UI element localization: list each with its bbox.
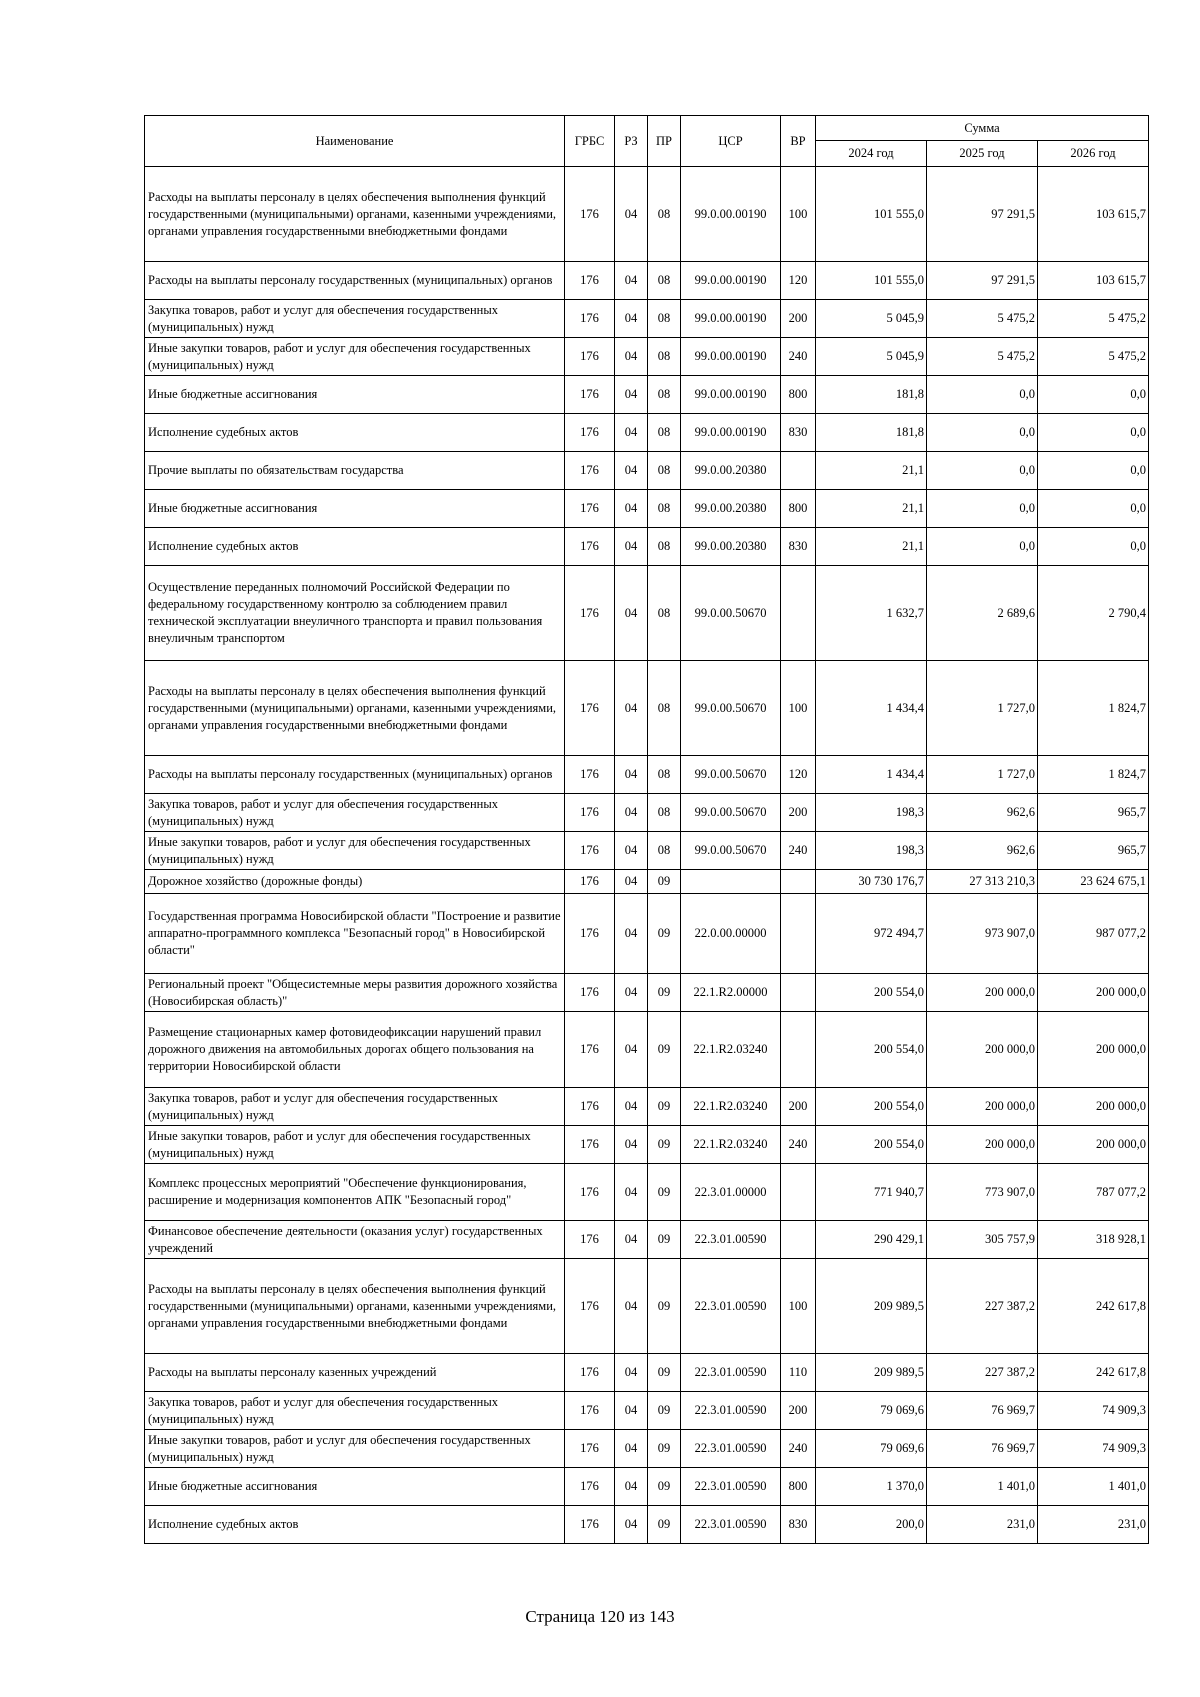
cell-csr: 22.3.01.00000 bbox=[681, 1164, 781, 1221]
cell-grbs: 176 bbox=[565, 794, 615, 832]
cell-name: Исполнение судебных актов bbox=[145, 528, 565, 566]
cell-sum-2026: 987 077,2 bbox=[1038, 894, 1149, 974]
cell-vr: 800 bbox=[781, 490, 816, 528]
cell-sum-2025: 773 907,0 bbox=[927, 1164, 1038, 1221]
cell-csr: 22.1.R2.03240 bbox=[681, 1126, 781, 1164]
table-row bbox=[145, 1468, 1149, 1506]
header-csr: ЦСР bbox=[681, 116, 781, 167]
cell-vr bbox=[781, 566, 816, 661]
cell-csr bbox=[681, 870, 781, 894]
cell-name: Государственная программа Новосибирской области "Построение и развитие аппаратно-программного комплекса "Безопасный город" в Новосибирской области" bbox=[145, 894, 565, 974]
header-year-2024: 2024 год bbox=[816, 141, 927, 167]
table-row bbox=[145, 490, 1149, 528]
cell-sum-2024: 198,3 bbox=[816, 832, 927, 870]
cell-pr: 09 bbox=[648, 974, 681, 1012]
header-grbs: ГРБС bbox=[565, 116, 615, 167]
cell-rz: 04 bbox=[615, 1088, 648, 1126]
cell-grbs: 176 bbox=[565, 1430, 615, 1468]
cell-name: Иные бюджетные ассигнования bbox=[145, 376, 565, 414]
header-pr: ПР bbox=[648, 116, 681, 167]
cell-rz: 04 bbox=[615, 376, 648, 414]
table-row bbox=[145, 1221, 1149, 1259]
table-row bbox=[145, 1012, 1149, 1088]
cell-csr: 22.1.R2.03240 bbox=[681, 1088, 781, 1126]
cell-sum-2026: 5 475,2 bbox=[1038, 300, 1149, 338]
cell-grbs: 176 bbox=[565, 1506, 615, 1544]
cell-sum-2026: 242 617,8 bbox=[1038, 1259, 1149, 1354]
cell-rz: 04 bbox=[615, 974, 648, 1012]
cell-pr: 08 bbox=[648, 832, 681, 870]
cell-sum-2025: 200 000,0 bbox=[927, 1012, 1038, 1088]
cell-csr: 99.0.00.20380 bbox=[681, 490, 781, 528]
table-row bbox=[145, 974, 1149, 1012]
cell-pr: 08 bbox=[648, 452, 681, 490]
table-row bbox=[145, 1506, 1149, 1544]
table-row bbox=[145, 1430, 1149, 1468]
table-row bbox=[145, 756, 1149, 794]
cell-rz: 04 bbox=[615, 566, 648, 661]
cell-name: Расходы на выплаты персоналу государственных (муниципальных) органов bbox=[145, 262, 565, 300]
table-row bbox=[145, 1392, 1149, 1430]
cell-pr: 08 bbox=[648, 414, 681, 452]
cell-sum-2025: 962,6 bbox=[927, 794, 1038, 832]
cell-grbs: 176 bbox=[565, 490, 615, 528]
cell-sum-2024: 5 045,9 bbox=[816, 338, 927, 376]
table-row bbox=[145, 894, 1149, 974]
cell-name: Иные закупки товаров, работ и услуг для обеспечения государственных (муниципальных) нужд bbox=[145, 338, 565, 376]
cell-rz: 04 bbox=[615, 794, 648, 832]
cell-rz: 04 bbox=[615, 452, 648, 490]
cell-pr: 08 bbox=[648, 490, 681, 528]
cell-rz: 04 bbox=[615, 1012, 648, 1088]
cell-sum-2024: 21,1 bbox=[816, 528, 927, 566]
cell-pr: 08 bbox=[648, 794, 681, 832]
cell-pr: 08 bbox=[648, 566, 681, 661]
cell-name: Расходы на выплаты персоналу казенных учреждений bbox=[145, 1354, 565, 1392]
cell-sum-2025: 5 475,2 bbox=[927, 300, 1038, 338]
cell-vr bbox=[781, 974, 816, 1012]
cell-vr: 200 bbox=[781, 794, 816, 832]
cell-sum-2026: 231,0 bbox=[1038, 1506, 1149, 1544]
table-row bbox=[145, 376, 1149, 414]
cell-vr: 830 bbox=[781, 1506, 816, 1544]
cell-grbs: 176 bbox=[565, 1392, 615, 1430]
cell-vr: 200 bbox=[781, 1088, 816, 1126]
cell-sum-2024: 79 069,6 bbox=[816, 1392, 927, 1430]
cell-sum-2024: 1 434,4 bbox=[816, 756, 927, 794]
cell-rz: 04 bbox=[615, 661, 648, 756]
cell-csr: 99.0.00.50670 bbox=[681, 756, 781, 794]
cell-csr: 99.0.00.50670 bbox=[681, 566, 781, 661]
cell-csr: 22.3.01.00590 bbox=[681, 1506, 781, 1544]
cell-sum-2026: 787 077,2 bbox=[1038, 1164, 1149, 1221]
cell-sum-2025: 76 969,7 bbox=[927, 1392, 1038, 1430]
table-row bbox=[145, 1354, 1149, 1392]
cell-sum-2024: 209 989,5 bbox=[816, 1259, 927, 1354]
table-row bbox=[145, 661, 1149, 756]
cell-sum-2026: 2 790,4 bbox=[1038, 566, 1149, 661]
cell-csr: 22.0.00.00000 bbox=[681, 894, 781, 974]
cell-csr: 99.0.00.00190 bbox=[681, 376, 781, 414]
cell-sum-2026: 0,0 bbox=[1038, 414, 1149, 452]
cell-name: Закупка товаров, работ и услуг для обеспечения государственных (муниципальных) нужд bbox=[145, 300, 565, 338]
cell-grbs: 176 bbox=[565, 661, 615, 756]
cell-grbs: 176 bbox=[565, 338, 615, 376]
table-row bbox=[145, 566, 1149, 661]
cell-vr: 120 bbox=[781, 262, 816, 300]
table-row bbox=[145, 338, 1149, 376]
cell-pr: 09 bbox=[648, 1259, 681, 1354]
table-row bbox=[145, 167, 1149, 262]
cell-csr: 22.3.01.00590 bbox=[681, 1354, 781, 1392]
cell-rz: 04 bbox=[615, 528, 648, 566]
cell-vr: 240 bbox=[781, 338, 816, 376]
cell-vr: 800 bbox=[781, 1468, 816, 1506]
budget-table bbox=[144, 115, 1149, 1544]
table-row bbox=[145, 528, 1149, 566]
header-name: Наименование bbox=[145, 116, 565, 167]
cell-sum-2026: 74 909,3 bbox=[1038, 1430, 1149, 1468]
cell-sum-2026: 103 615,7 bbox=[1038, 167, 1149, 262]
cell-vr: 800 bbox=[781, 376, 816, 414]
cell-csr: 22.3.01.00590 bbox=[681, 1468, 781, 1506]
cell-sum-2025: 227 387,2 bbox=[927, 1354, 1038, 1392]
cell-sum-2026: 318 928,1 bbox=[1038, 1221, 1149, 1259]
cell-name: Иные закупки товаров, работ и услуг для обеспечения государственных (муниципальных) нужд bbox=[145, 1126, 565, 1164]
cell-sum-2026: 965,7 bbox=[1038, 832, 1149, 870]
cell-pr: 08 bbox=[648, 376, 681, 414]
cell-pr: 09 bbox=[648, 1468, 681, 1506]
cell-sum-2024: 101 555,0 bbox=[816, 262, 927, 300]
cell-pr: 08 bbox=[648, 262, 681, 300]
cell-grbs: 176 bbox=[565, 1259, 615, 1354]
cell-grbs: 176 bbox=[565, 167, 615, 262]
cell-vr: 240 bbox=[781, 1430, 816, 1468]
header-vr: ВР bbox=[781, 116, 816, 167]
cell-grbs: 176 bbox=[565, 262, 615, 300]
cell-csr: 99.0.00.20380 bbox=[681, 528, 781, 566]
cell-sum-2025: 2 689,6 bbox=[927, 566, 1038, 661]
cell-name: Закупка товаров, работ и услуг для обеспечения государственных (муниципальных) нужд bbox=[145, 794, 565, 832]
cell-pr: 09 bbox=[648, 870, 681, 894]
table-row bbox=[145, 870, 1149, 894]
cell-grbs: 176 bbox=[565, 528, 615, 566]
header-sum: Сумма bbox=[816, 116, 1149, 141]
table-row bbox=[145, 262, 1149, 300]
table-row bbox=[145, 1259, 1149, 1354]
table-row bbox=[145, 452, 1149, 490]
cell-rz: 04 bbox=[615, 832, 648, 870]
cell-sum-2024: 5 045,9 bbox=[816, 300, 927, 338]
cell-vr bbox=[781, 1164, 816, 1221]
cell-sum-2026: 74 909,3 bbox=[1038, 1392, 1149, 1430]
cell-csr: 22.1.R2.00000 bbox=[681, 974, 781, 1012]
cell-pr: 09 bbox=[648, 1392, 681, 1430]
cell-name: Исполнение судебных актов bbox=[145, 414, 565, 452]
cell-rz: 04 bbox=[615, 1259, 648, 1354]
cell-vr: 830 bbox=[781, 528, 816, 566]
cell-name: Расходы на выплаты персоналу в целях обеспечения выполнения функций государственными (муниципальными) органами, казенными учреждениями, органами управления государственными внебюджетными фондами bbox=[145, 167, 565, 262]
cell-sum-2026: 1 824,7 bbox=[1038, 661, 1149, 756]
cell-sum-2026: 0,0 bbox=[1038, 376, 1149, 414]
cell-sum-2024: 200 554,0 bbox=[816, 1088, 927, 1126]
cell-sum-2026: 0,0 bbox=[1038, 452, 1149, 490]
cell-sum-2024: 21,1 bbox=[816, 490, 927, 528]
cell-name: Комплекс процессных мероприятий "Обеспечение функционирования, расширение и модернизация компонентов АПК "Безопасный город" bbox=[145, 1164, 565, 1221]
cell-pr: 09 bbox=[648, 1088, 681, 1126]
cell-sum-2024: 771 940,7 bbox=[816, 1164, 927, 1221]
cell-sum-2024: 30 730 176,7 bbox=[816, 870, 927, 894]
cell-sum-2026: 5 475,2 bbox=[1038, 338, 1149, 376]
cell-sum-2025: 962,6 bbox=[927, 832, 1038, 870]
cell-pr: 09 bbox=[648, 1221, 681, 1259]
cell-rz: 04 bbox=[615, 1468, 648, 1506]
table-row bbox=[145, 1088, 1149, 1126]
cell-name: Расходы на выплаты персоналу государственных (муниципальных) органов bbox=[145, 756, 565, 794]
cell-sum-2026: 200 000,0 bbox=[1038, 1126, 1149, 1164]
cell-csr: 22.3.01.00590 bbox=[681, 1392, 781, 1430]
cell-name: Финансовое обеспечение деятельности (оказания услуг) государственных учреждений bbox=[145, 1221, 565, 1259]
cell-pr: 09 bbox=[648, 1012, 681, 1088]
cell-rz: 04 bbox=[615, 870, 648, 894]
cell-pr: 08 bbox=[648, 756, 681, 794]
cell-sum-2025: 97 291,5 bbox=[927, 167, 1038, 262]
cell-name: Закупка товаров, работ и услуг для обеспечения государственных (муниципальных) нужд bbox=[145, 1392, 565, 1430]
cell-rz: 04 bbox=[615, 300, 648, 338]
cell-sum-2026: 0,0 bbox=[1038, 490, 1149, 528]
cell-pr: 08 bbox=[648, 661, 681, 756]
cell-sum-2025: 227 387,2 bbox=[927, 1259, 1038, 1354]
cell-pr: 08 bbox=[648, 338, 681, 376]
cell-pr: 09 bbox=[648, 894, 681, 974]
cell-sum-2025: 0,0 bbox=[927, 414, 1038, 452]
cell-pr: 09 bbox=[648, 1506, 681, 1544]
cell-sum-2026: 242 617,8 bbox=[1038, 1354, 1149, 1392]
cell-sum-2025: 1 727,0 bbox=[927, 661, 1038, 756]
cell-sum-2024: 21,1 bbox=[816, 452, 927, 490]
cell-grbs: 176 bbox=[565, 566, 615, 661]
cell-grbs: 176 bbox=[565, 756, 615, 794]
cell-rz: 04 bbox=[615, 414, 648, 452]
cell-sum-2026: 200 000,0 bbox=[1038, 974, 1149, 1012]
cell-name: Размещение стационарных камер фотовидеофиксации нарушений правил дорожного движения на автомобильных дорогах общего пользования на территории Новосибирской области bbox=[145, 1012, 565, 1088]
cell-sum-2024: 1 434,4 bbox=[816, 661, 927, 756]
cell-sum-2024: 181,8 bbox=[816, 414, 927, 452]
cell-sum-2025: 200 000,0 bbox=[927, 974, 1038, 1012]
cell-vr: 120 bbox=[781, 756, 816, 794]
cell-sum-2025: 97 291,5 bbox=[927, 262, 1038, 300]
cell-name: Региональный проект "Общесистемные меры развития дорожного хозяйства (Новосибирская область)" bbox=[145, 974, 565, 1012]
cell-name: Осуществление переданных полномочий Российской Федерации по федеральному государственному контролю за соблюдением правил технической эксплуатации внеуличного транспорта и правил пользования внеуличным транспортом bbox=[145, 566, 565, 661]
cell-grbs: 176 bbox=[565, 1354, 615, 1392]
cell-sum-2026: 200 000,0 bbox=[1038, 1012, 1149, 1088]
cell-pr: 08 bbox=[648, 167, 681, 262]
header-year-2025: 2025 год bbox=[927, 141, 1038, 167]
cell-name: Иные бюджетные ассигнования bbox=[145, 490, 565, 528]
cell-name: Прочие выплаты по обязательствам государства bbox=[145, 452, 565, 490]
table-row bbox=[145, 794, 1149, 832]
cell-grbs: 176 bbox=[565, 1164, 615, 1221]
cell-sum-2024: 200 554,0 bbox=[816, 1012, 927, 1088]
cell-vr: 240 bbox=[781, 1126, 816, 1164]
cell-sum-2024: 1 370,0 bbox=[816, 1468, 927, 1506]
cell-name: Исполнение судебных актов bbox=[145, 1506, 565, 1544]
cell-csr: 22.3.01.00590 bbox=[681, 1259, 781, 1354]
cell-vr: 110 bbox=[781, 1354, 816, 1392]
cell-sum-2026: 103 615,7 bbox=[1038, 262, 1149, 300]
cell-pr: 09 bbox=[648, 1164, 681, 1221]
cell-pr: 08 bbox=[648, 528, 681, 566]
cell-vr bbox=[781, 1012, 816, 1088]
cell-rz: 04 bbox=[615, 1354, 648, 1392]
cell-sum-2026: 0,0 bbox=[1038, 528, 1149, 566]
page-number: Страница 120 из 143 bbox=[525, 1607, 675, 1626]
cell-sum-2026: 200 000,0 bbox=[1038, 1088, 1149, 1126]
cell-csr: 22.3.01.00590 bbox=[681, 1221, 781, 1259]
cell-rz: 04 bbox=[615, 338, 648, 376]
cell-csr: 22.3.01.00590 bbox=[681, 1430, 781, 1468]
header-year-2026: 2026 год bbox=[1038, 141, 1149, 167]
cell-csr: 22.1.R2.03240 bbox=[681, 1012, 781, 1088]
cell-csr: 99.0.00.00190 bbox=[681, 262, 781, 300]
cell-grbs: 176 bbox=[565, 300, 615, 338]
cell-grbs: 176 bbox=[565, 1012, 615, 1088]
cell-vr: 200 bbox=[781, 300, 816, 338]
cell-sum-2025: 231,0 bbox=[927, 1506, 1038, 1544]
table-row bbox=[145, 300, 1149, 338]
cell-sum-2025: 5 475,2 bbox=[927, 338, 1038, 376]
cell-sum-2025: 0,0 bbox=[927, 528, 1038, 566]
cell-grbs: 176 bbox=[565, 452, 615, 490]
cell-grbs: 176 bbox=[565, 894, 615, 974]
cell-sum-2024: 200,0 bbox=[816, 1506, 927, 1544]
cell-pr: 08 bbox=[648, 300, 681, 338]
cell-vr: 100 bbox=[781, 167, 816, 262]
cell-sum-2025: 0,0 bbox=[927, 490, 1038, 528]
cell-sum-2025: 0,0 bbox=[927, 452, 1038, 490]
cell-pr: 09 bbox=[648, 1430, 681, 1468]
table-body bbox=[145, 167, 1149, 1544]
cell-sum-2025: 1 727,0 bbox=[927, 756, 1038, 794]
cell-rz: 04 bbox=[615, 756, 648, 794]
cell-pr: 09 bbox=[648, 1354, 681, 1392]
cell-csr: 99.0.00.20380 bbox=[681, 452, 781, 490]
table-header bbox=[145, 116, 1149, 167]
cell-rz: 04 bbox=[615, 1506, 648, 1544]
cell-grbs: 176 bbox=[565, 414, 615, 452]
cell-sum-2026: 1 401,0 bbox=[1038, 1468, 1149, 1506]
cell-sum-2025: 305 757,9 bbox=[927, 1221, 1038, 1259]
cell-sum-2026: 23 624 675,1 bbox=[1038, 870, 1149, 894]
cell-grbs: 176 bbox=[565, 832, 615, 870]
cell-sum-2025: 200 000,0 bbox=[927, 1126, 1038, 1164]
cell-rz: 04 bbox=[615, 1164, 648, 1221]
cell-sum-2024: 200 554,0 bbox=[816, 1126, 927, 1164]
cell-rz: 04 bbox=[615, 262, 648, 300]
cell-sum-2024: 198,3 bbox=[816, 794, 927, 832]
cell-sum-2024: 181,8 bbox=[816, 376, 927, 414]
cell-vr: 100 bbox=[781, 1259, 816, 1354]
cell-rz: 04 bbox=[615, 894, 648, 974]
cell-sum-2024: 290 429,1 bbox=[816, 1221, 927, 1259]
cell-csr: 99.0.00.50670 bbox=[681, 794, 781, 832]
cell-pr: 09 bbox=[648, 1126, 681, 1164]
cell-grbs: 176 bbox=[565, 1088, 615, 1126]
cell-csr: 99.0.00.00190 bbox=[681, 414, 781, 452]
cell-rz: 04 bbox=[615, 490, 648, 528]
cell-rz: 04 bbox=[615, 1126, 648, 1164]
cell-grbs: 176 bbox=[565, 1468, 615, 1506]
cell-sum-2025: 27 313 210,3 bbox=[927, 870, 1038, 894]
cell-rz: 04 bbox=[615, 1221, 648, 1259]
cell-vr: 830 bbox=[781, 414, 816, 452]
cell-sum-2025: 973 907,0 bbox=[927, 894, 1038, 974]
cell-sum-2024: 101 555,0 bbox=[816, 167, 927, 262]
cell-vr bbox=[781, 870, 816, 894]
cell-name: Иные закупки товаров, работ и услуг для обеспечения государственных (муниципальных) нужд bbox=[145, 832, 565, 870]
cell-name: Расходы на выплаты персоналу в целях обеспечения выполнения функций государственными (муниципальными) органами, казенными учреждениями, органами управления государственными внебюджетными фондами bbox=[145, 1259, 565, 1354]
cell-grbs: 176 bbox=[565, 1126, 615, 1164]
cell-sum-2025: 0,0 bbox=[927, 376, 1038, 414]
cell-grbs: 176 bbox=[565, 974, 615, 1012]
cell-name: Иные бюджетные ассигнования bbox=[145, 1468, 565, 1506]
cell-name: Дорожное хозяйство (дорожные фонды) bbox=[145, 870, 565, 894]
cell-grbs: 176 bbox=[565, 870, 615, 894]
cell-vr: 240 bbox=[781, 832, 816, 870]
cell-sum-2026: 1 824,7 bbox=[1038, 756, 1149, 794]
cell-vr: 200 bbox=[781, 1392, 816, 1430]
cell-csr: 99.0.00.00190 bbox=[681, 300, 781, 338]
cell-vr: 100 bbox=[781, 661, 816, 756]
cell-sum-2024: 79 069,6 bbox=[816, 1430, 927, 1468]
cell-sum-2024: 209 989,5 bbox=[816, 1354, 927, 1392]
cell-rz: 04 bbox=[615, 1430, 648, 1468]
cell-name: Иные закупки товаров, работ и услуг для обеспечения государственных (муниципальных) нужд bbox=[145, 1430, 565, 1468]
cell-csr: 99.0.00.00190 bbox=[681, 167, 781, 262]
cell-csr: 99.0.00.50670 bbox=[681, 832, 781, 870]
cell-grbs: 176 bbox=[565, 376, 615, 414]
cell-name: Закупка товаров, работ и услуг для обеспечения государственных (муниципальных) нужд bbox=[145, 1088, 565, 1126]
table-row bbox=[145, 1164, 1149, 1221]
cell-vr bbox=[781, 894, 816, 974]
cell-sum-2024: 200 554,0 bbox=[816, 974, 927, 1012]
table-row bbox=[145, 832, 1149, 870]
cell-rz: 04 bbox=[615, 167, 648, 262]
cell-name: Расходы на выплаты персоналу в целях обеспечения выполнения функций государственными (муниципальными) органами, казенными учреждениями, органами управления государственными внебюджетными фондами bbox=[145, 661, 565, 756]
cell-vr bbox=[781, 452, 816, 490]
cell-csr: 99.0.00.50670 bbox=[681, 661, 781, 756]
cell-sum-2025: 76 969,7 bbox=[927, 1430, 1038, 1468]
cell-csr: 99.0.00.00190 bbox=[681, 338, 781, 376]
table-row bbox=[145, 414, 1149, 452]
cell-rz: 04 bbox=[615, 1392, 648, 1430]
cell-sum-2025: 1 401,0 bbox=[927, 1468, 1038, 1506]
table-row bbox=[145, 1126, 1149, 1164]
header-rz: РЗ bbox=[615, 116, 648, 167]
cell-grbs: 176 bbox=[565, 1221, 615, 1259]
cell-sum-2024: 1 632,7 bbox=[816, 566, 927, 661]
cell-sum-2024: 972 494,7 bbox=[816, 894, 927, 974]
cell-sum-2026: 965,7 bbox=[1038, 794, 1149, 832]
cell-sum-2025: 200 000,0 bbox=[927, 1088, 1038, 1126]
cell-vr bbox=[781, 1221, 816, 1259]
